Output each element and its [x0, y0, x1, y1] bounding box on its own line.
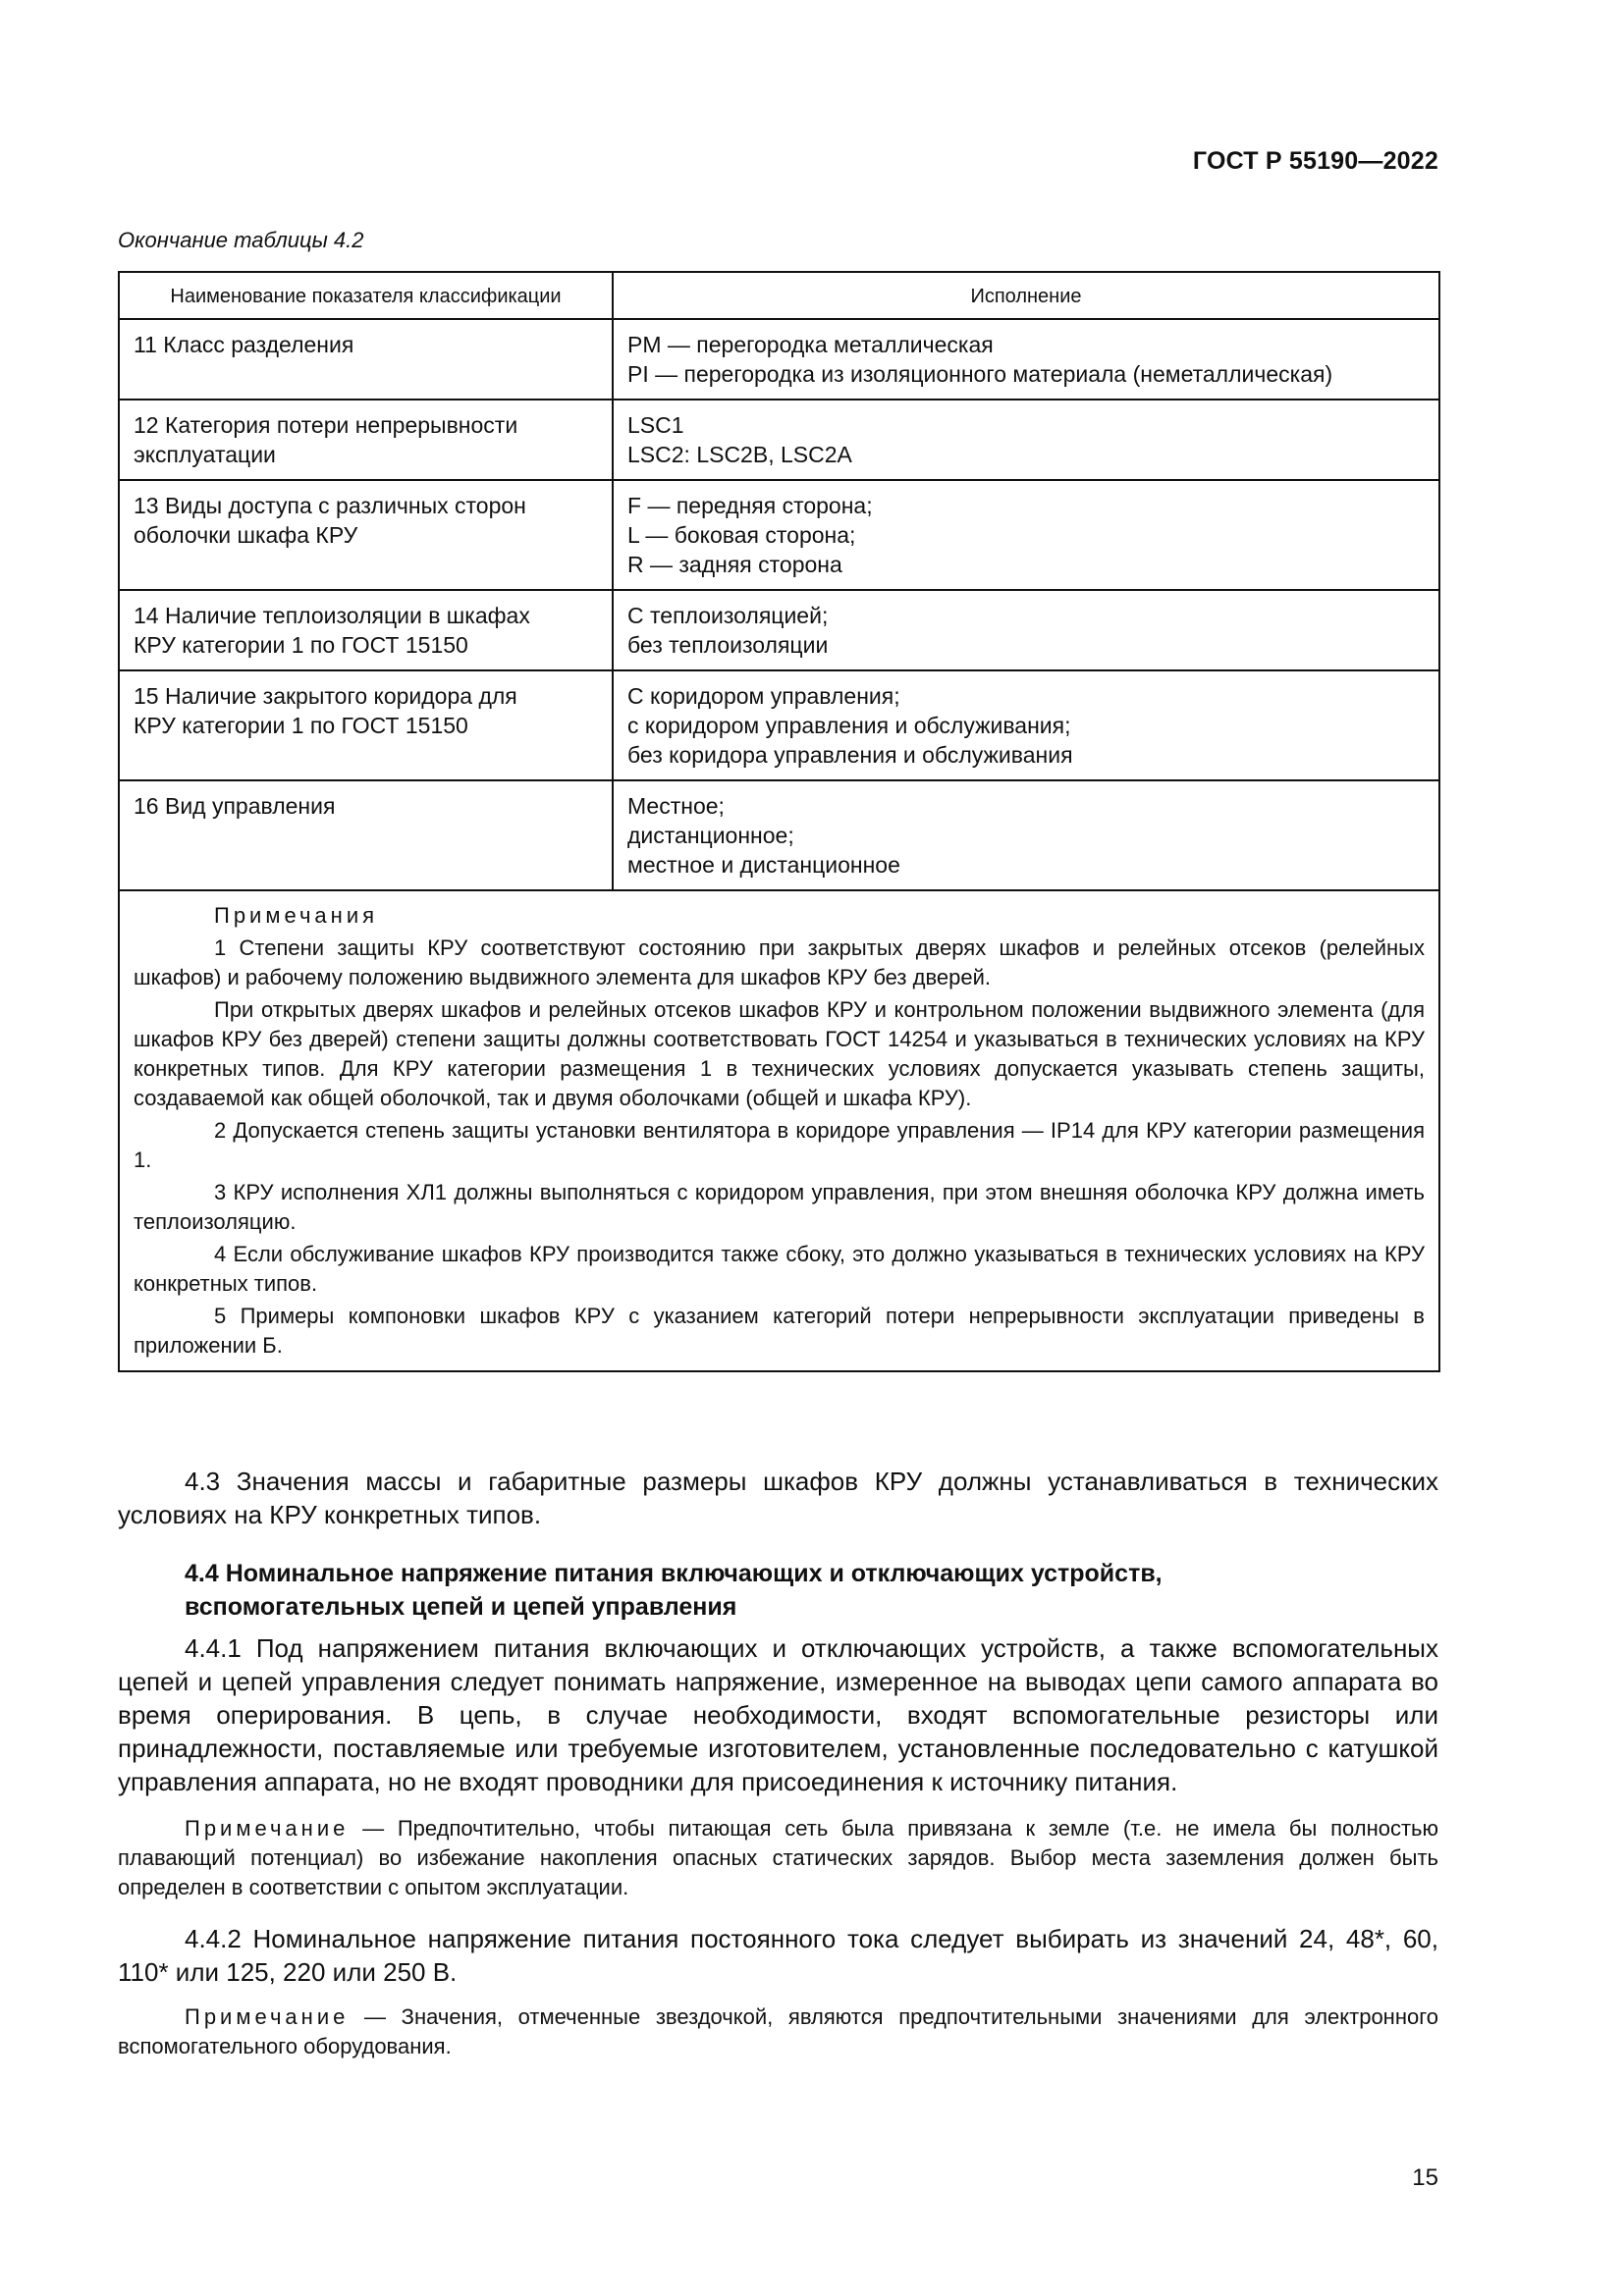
column-header-value: Исполнение — [613, 272, 1439, 319]
paragraph-4-3: 4.3 Значения массы и габаритные размеры шкафов КРУ должны устанавливаться в технических условиях на КРУ конкретных типов. — [118, 1467, 1438, 1529]
row-value-cell — [613, 670, 1439, 780]
cell-text: F — передняя сторона; — [627, 493, 873, 518]
section-4-3 — [118, 1465, 1438, 1531]
cell-text: дистанционное; — [627, 823, 794, 848]
table-notes-cell — [119, 890, 1439, 1371]
cell-text: КРУ категории 1 по ГОСТ 15150 — [134, 632, 468, 658]
row-name-cell — [119, 590, 613, 670]
note-item: 1 Степени защиты КРУ соответствуют состоянию при закрытых дверях шкафов и релейных отсеков (релейных шкафов) и рабочему положению выдвижного элемента для шкафов КРУ без дверей. — [134, 935, 1425, 989]
table-row — [119, 780, 1439, 890]
cell-text: LSC1 — [627, 412, 684, 438]
table-caption: Окончание таблицы 4.2 — [118, 228, 364, 252]
section-4-4-2 — [118, 1922, 1438, 1989]
row-value-cell — [613, 590, 1439, 670]
page-number: 15 — [1412, 2164, 1438, 2191]
cell-text: L — боковая сторона; — [627, 522, 856, 548]
cell-text: R — задняя сторона — [627, 552, 842, 577]
cell-text: LSC2: LSC2B, LSC2A — [627, 442, 852, 467]
cell-text: С теплоизоляцией; — [627, 603, 829, 628]
section-4-4-heading — [118, 1557, 1438, 1624]
document-id-header: ГОСТ Р 55190—2022 — [1192, 147, 1438, 175]
cell-text: С коридором управления; — [627, 683, 900, 709]
note-item: 4 Если обслуживание шкафов КРУ производится также сбоку, это должно указываться в технических условиях на КРУ конкретных типов. — [134, 1242, 1425, 1296]
row-value-cell — [613, 480, 1439, 590]
table-row — [119, 400, 1439, 480]
cell-text: 15 Наличие закрытого коридора для — [134, 683, 517, 709]
cell-text: 12 Категория потери непрерывности — [134, 412, 518, 438]
cell-text: Местное; — [627, 793, 725, 819]
table-header-row — [119, 272, 1439, 319]
cell-text: с коридором управления и обслуживания; — [627, 713, 1071, 738]
cell-text: 11 Класс разделения — [134, 332, 354, 357]
note-item: 5 Примеры компоновки шкафов КРУ с указанием категорий потери непрерывности эксплуатации приведены в приложении Б. — [134, 1304, 1425, 1358]
note-label: Примечание — [185, 1816, 350, 1841]
note-paragraph — [118, 1814, 1438, 1902]
note-label: Примечание — [185, 2004, 350, 2029]
row-value-cell — [613, 780, 1439, 890]
classification-table — [118, 271, 1440, 1372]
table-row — [119, 590, 1439, 670]
notes-title: Примечания — [214, 903, 379, 928]
note-text: — Значения, отмеченные звездочкой, являются предпочтительными значениями для электронного вспомогательного оборудования. — [118, 2004, 1438, 2058]
cell-text: оболочки шкафа КРУ — [134, 522, 358, 548]
column-header-name: Наименование показателя классификации — [119, 272, 613, 319]
table-row — [119, 480, 1439, 590]
row-name-cell — [119, 319, 613, 400]
cell-text: PI — перегородка из изоляционного материала (неметаллическая) — [627, 361, 1333, 387]
cell-text: без теплоизоляции — [627, 632, 829, 658]
note-paragraph — [118, 2002, 1438, 2061]
cell-text: 13 Виды доступа с различных сторон — [134, 493, 526, 518]
row-value-cell — [613, 400, 1439, 480]
cell-text: 16 Вид управления — [134, 793, 336, 819]
note-block-2 — [118, 2002, 1438, 2061]
note-text: — Предпочтительно, чтобы питающая сеть была привязана к земле (т.е. не имела бы полностью плавающий потенциал) во избежание накопления опасных статических зарядов. Выбор места заземления должен быть определен в соответствии с опытом эксплуатации. — [118, 1816, 1438, 1899]
document-page — [118, 0, 1438, 2296]
cell-text: эксплуатации — [134, 442, 276, 467]
row-name-cell — [119, 480, 613, 590]
row-name-cell — [119, 780, 613, 890]
row-name-cell — [119, 670, 613, 780]
paragraph-4-4-2: 4.4.2 Номинальное напряжение питания постоянного тока следует выбирать из значений 24, 48*, 60, 110* или 125, 220 или 250 В. — [118, 1924, 1438, 1987]
cell-text: местное и дистанционное — [627, 852, 900, 878]
cell-text: без коридора управления и обслуживания — [627, 742, 1073, 768]
table-notes-row — [119, 890, 1439, 1371]
row-name-cell — [119, 400, 613, 480]
cell-text: 14 Наличие теплоизоляции в шкафах — [134, 603, 530, 628]
cell-text: КРУ категории 1 по ГОСТ 15150 — [134, 713, 468, 738]
section-4-4-1 — [118, 1631, 1438, 1798]
row-value-cell — [613, 319, 1439, 400]
note-item: 3 КРУ исполнения ХЛ1 должны выполняться с коридором управления, при этом внешняя оболочка КРУ должна иметь теплоизоляцию. — [134, 1180, 1425, 1234]
section-heading-line: вспомогательных цепей и цепей управления — [185, 1593, 737, 1621]
paragraph-4-4-1: 4.4.1 Под напряжением питания включающих и отключающих устройств, а также вспомогательных цепей и цепей управления следует понимать напряжение, измеренное на выводах цепи самого аппарата во время оперирования. В цепь, в случае необходимости, входят вспомогательные резисторы или принадлежности, поставляемые или требуемые изготовителем, установленные последовательно с катушкой управления аппарата, но не входят проводники для присоединения к источнику питания. — [118, 1633, 1438, 1796]
note-item: 2 Допускается степень защиты установки вентилятора в коридоре управления — IP14 для КРУ категории размещения 1. — [134, 1118, 1425, 1172]
table-row — [119, 319, 1439, 400]
table-row — [119, 670, 1439, 780]
note-item: При открытых дверях шкафов и релейных отсеков шкафов КРУ и контрольном положении выдвижного элемента (для шкафов КРУ без дверей) степени защиты должны соответствовать ГОСТ 14254 и указываться в технических условиях на КРУ конкретных типов. Для КРУ категории размещения 1 в технических условиях допускается указывать степень защиты, создаваемой как общей оболочкой, так и двумя оболочками (общей и шкафа КРУ). — [134, 997, 1425, 1110]
section-heading-line: 4.4 Номинальное напряжение питания включающих и отключающих устройств, — [185, 1560, 1163, 1587]
cell-text: PM — перегородка металлическая — [627, 332, 994, 357]
note-block-1 — [118, 1814, 1438, 1902]
